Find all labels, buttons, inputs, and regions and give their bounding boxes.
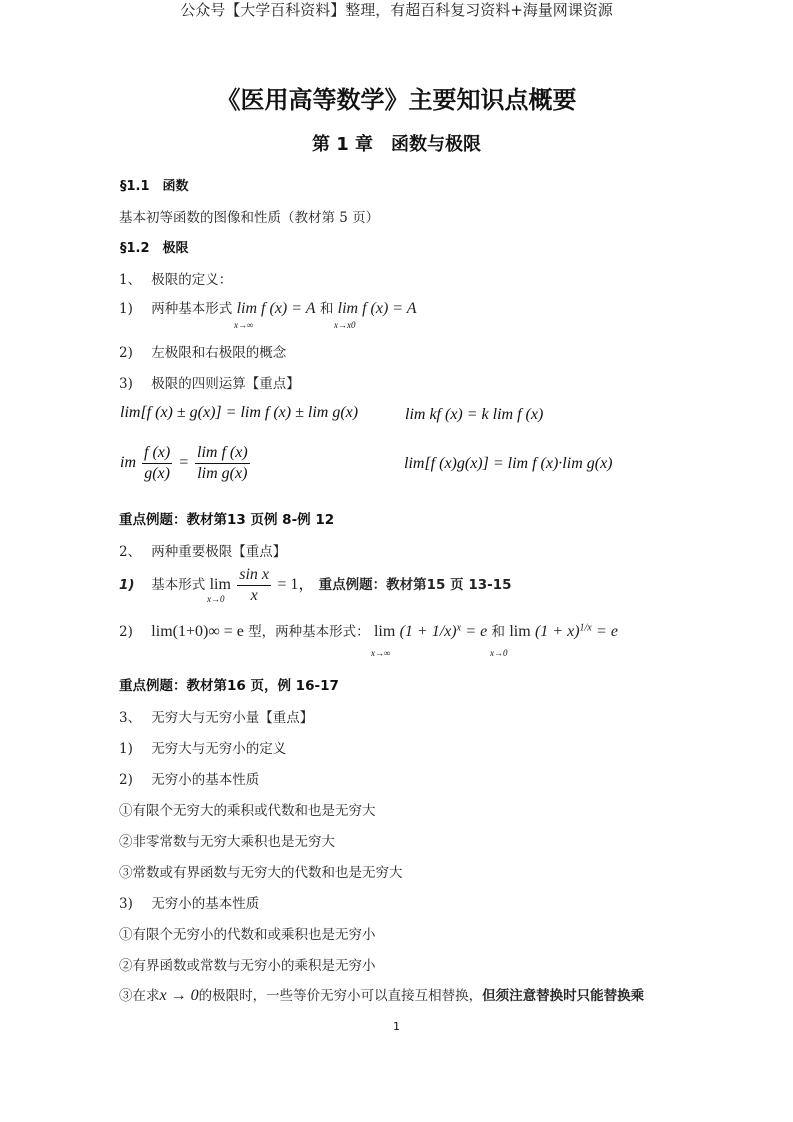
- denominator: lim g(x): [197, 465, 248, 482]
- lim-symbol: lim: [209, 576, 231, 593]
- item-number: 1、: [119, 272, 142, 288]
- item-text: 无穷大与无穷小量【重点】: [151, 710, 314, 726]
- item-number: 2、: [119, 544, 142, 560]
- section-1-1-text: 基本初等函数的图像和性质（教材第 5 页）: [119, 210, 380, 226]
- watermark-header: 公众号【大学百科资料】整理，有超百科复习资料+海量网课资源: [180, 1, 613, 19]
- formula-x-to-0: x → 0: [159, 987, 199, 1004]
- property-item: ①有限个无穷大的乘积或代数和也是无穷大: [119, 803, 376, 819]
- item-text: 左极限和右极限的概念: [151, 345, 287, 361]
- numerator: lim f (x): [195, 443, 250, 464]
- formula-subscript: x→0: [490, 648, 508, 658]
- formula-sum-rule: lim[f (x) ± g(x)] = lim f (x) ± lim g(x): [120, 404, 359, 421]
- formula-constant-rule: lim kf (x) = k lim f (x): [405, 406, 544, 423]
- exponent: 1/x: [579, 622, 592, 634]
- item-number: 2): [119, 772, 133, 788]
- formula-product-rule: lim[f (x)g(x)] = lim f (x)·lim g(x): [404, 455, 613, 472]
- item-text: 两种重要极限【重点】: [151, 544, 287, 560]
- item-definition: [119, 737, 286, 757]
- document-title: 《医用高等数学》主要知识点概要: [216, 86, 577, 114]
- equals-one: = 1，: [277, 576, 315, 593]
- equals-e: = e: [465, 623, 488, 640]
- lim-symbol: lim: [373, 623, 396, 640]
- item-text: 极限的四则运算【重点】: [151, 376, 300, 392]
- numerator: sin x: [237, 565, 271, 586]
- chapter-title: 第 1 章 函数与极限: [311, 134, 482, 155]
- key-example-2: 重点例题：教材第16 页，例 16-17: [119, 678, 339, 694]
- conjunction: 和: [491, 624, 506, 640]
- fraction: [195, 443, 250, 484]
- item-number: 1): [119, 301, 133, 317]
- item-text: 无穷小的基本性质: [151, 896, 260, 912]
- property-item: ①有限个无穷小的代数和或乘积也是无穷小: [119, 927, 376, 943]
- exponent: x: [456, 622, 462, 634]
- formula-e-type: lim(1+0)∞ = e: [151, 623, 244, 640]
- section-heading-1-2: §1.2 极限: [120, 241, 189, 256]
- formula-quotient-rule: im $\frac{f (x)}{g(x)}$ = $\frac{\text{lim f (x)}}{\text{lim g(x)}}$: [120, 444, 248, 482]
- formula-subscript: x→0: [207, 594, 225, 604]
- key-example-inline: 重点例题：教材第15 页 13-15: [318, 577, 512, 593]
- item-limit-definition: [119, 268, 232, 288]
- fraction: [142, 443, 172, 484]
- item-text: 基本形式: [151, 577, 206, 593]
- fraction: [237, 565, 271, 606]
- property-item: [119, 984, 644, 1005]
- item-text: 无穷小的基本性质: [151, 772, 260, 788]
- property-item: ②非零常数与无穷大乘积也是无穷大: [119, 834, 335, 850]
- item-number: 2): [119, 345, 133, 361]
- item-properties: [119, 768, 259, 788]
- lim-symbol: lim: [509, 623, 531, 640]
- item-number: 1): [119, 741, 133, 757]
- key-example-1: 重点例题：教材第13 页例 8-例 12: [119, 512, 335, 528]
- item-limit-e: [119, 620, 618, 641]
- item-basic-forms: [119, 297, 417, 318]
- item-number: 3、: [119, 710, 142, 726]
- numerator: f (x): [142, 443, 172, 464]
- item-text: 型，两种基本形式：: [248, 624, 370, 640]
- item-limit-sinx: [119, 565, 512, 606]
- text: ③在求: [119, 988, 160, 1004]
- formula-body: (1 + 1/x): [399, 623, 457, 640]
- formula-body: (1 + x): [534, 623, 580, 640]
- item-two-important-limits: [119, 540, 286, 560]
- formula-subscript: x→∞: [234, 320, 254, 330]
- item-text: 两种基本形式: [151, 301, 233, 317]
- item-text: 极限的定义：: [151, 272, 233, 288]
- item-number: 1): [119, 577, 135, 593]
- item-properties: [119, 892, 259, 912]
- formula-lim-inf: lim f (x) = A: [236, 300, 316, 317]
- item-number: 3): [119, 376, 133, 392]
- formula-lim-x0: lim f (x) = A: [337, 300, 417, 317]
- emphasis-text: 但须注意替换时只能替换乘: [482, 988, 645, 1004]
- conjunction: 和: [319, 301, 334, 317]
- formula-subscript: x→x0: [334, 320, 356, 330]
- page-number: 1: [393, 1020, 400, 1033]
- text: 的极限时，一些等价无穷小可以直接互相替换，: [198, 988, 483, 1004]
- item-infinity-infinitesimal: [119, 706, 313, 726]
- section-heading-1-1: §1.1 函数: [120, 179, 189, 194]
- denominator: x: [250, 587, 258, 604]
- item-number: 2): [119, 624, 133, 640]
- item-number: 3): [119, 896, 133, 912]
- lim-prefix: im: [120, 454, 136, 472]
- property-item: ②有界函数或常数与无穷小的乘积是无穷小: [119, 958, 376, 974]
- denominator: g(x): [144, 465, 170, 482]
- property-item: ③常数或有界函数与无穷大的代数和也是无穷大: [119, 865, 403, 881]
- item-left-right-limits: [119, 341, 286, 361]
- item-limit-arithmetic: [119, 372, 300, 392]
- item-text: 无穷大与无穷小的定义: [151, 741, 287, 757]
- formula-subscript: x→∞: [371, 648, 391, 658]
- equals-e: = e: [596, 623, 618, 640]
